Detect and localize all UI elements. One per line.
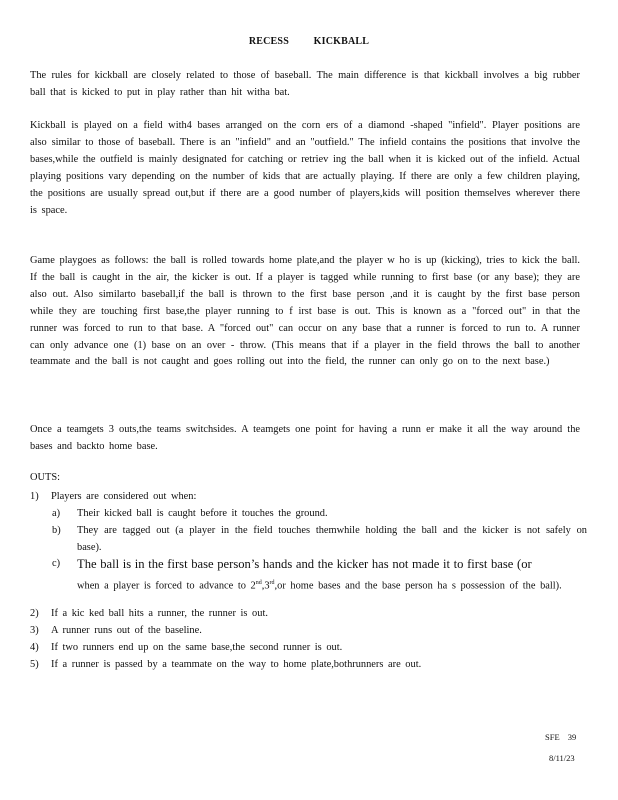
superscript-rd: rd [269,579,275,586]
paragraph-field: Kickball is played on a field with4 bases arranged on the corn ers of a diamond -shaped "infield". Player positions are also similar to those of baseball. There is an "infield" and an "outfield." The infield contains the positions that involve the bases,while the outfield is mainly designated for catching or retriev ing the ball when it is kicked out of the infield. Actual playing positions vary depending on the number of kids that are actually playing. If there are only a few children playing, the positions are usually spread out,but if there are a good number of players,kids will position themselves wherever there is space. [30,120,580,216]
subitem-text [77,556,587,595]
subitem-letter: b) [52,525,61,536]
subitem-text-mid: ,3 [261,580,270,592]
document-title: RECESS KICKBALL [248,36,370,47]
item-text: A runner runs out of the baseline. [51,625,202,636]
item-text: If a kic ked ball hits a runner, the runner is out. [51,608,268,619]
item-number: 1) [30,491,39,502]
paragraph-gameplay: Game playgoes as follows: the ball is rolled towards home plate,and the player w ho is up (kicking), tries to kick the ball. If the ball is caught in the air, the kicker is out. If a player is tagged while running to first base (or any base); they are also out. Also similarto baseball,if the ball is thrown to the first base person ,and it is caught by the first base person while they are touching first base,the player running to f irst base is out. This is known as a "forced out" in that the runner was forced to run to that base. A "forced out" can occur on any base that a runner is forced to run to. A runner can only advance one (1) base on an over - throw. (This means that if a player in the field throws the ball to another teammate and the ball is not caught and goes rolling out into the field, the runner can only go on to the next base.) [30,255,580,368]
subitem-text-large: The ball is in the first base person’s hands and the kicker has not made it to first base (or [77,557,532,571]
item-text: If two runners end up on the same base,the second runner is out. [51,642,343,653]
subitem-letter: c) [52,558,61,569]
outs-heading: OUTS: [30,472,61,483]
subitem-text: They are tagged out (a player in the field touches themwhile holding the ball and the kicker is not safely on base). [77,525,587,553]
subitem-letter: a) [52,508,61,519]
item-text: Players are considered out when: [51,491,197,502]
item-number: 2) [30,608,39,619]
subitem-text-pre: when a player is forced to advance to 2 [77,580,256,592]
subitem-text: Their kicked ball is caught before it touches the ground. [77,508,328,519]
item-number: 4) [30,642,39,653]
paragraph-intro: The rules for kickball are closely related to those of baseball. The main difference is that kickball involves a big rubber ball that is kicked to put in play rather than hit witha bat. [30,70,580,98]
item-number: 5) [30,659,39,670]
item-number: 3) [30,625,39,636]
superscript-nd: nd [255,579,262,586]
item-text: If a runner is passed by a teammate on the way to home plate,bothrunners are out. [51,659,422,670]
subitem-text-post: ,or home bases and the base person ha s possession of the ball). [274,580,562,592]
paragraph-scoring: Once a teamgets 3 outs,the teams switchsides. A teamgets one point for having a runn er make it all the way around the bases and backto home base. [30,424,580,452]
footer-date: 8/11/23 [549,753,575,763]
footer-code: SFE 39 [545,732,577,742]
